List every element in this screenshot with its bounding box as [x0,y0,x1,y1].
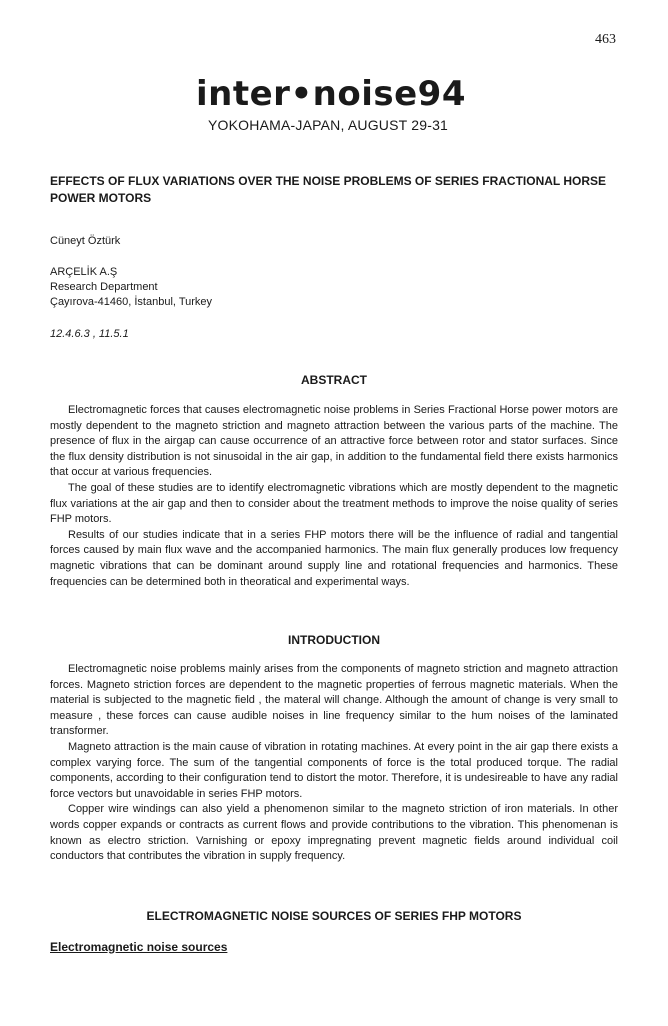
classification-codes: 12.4.6.3 , 11.5.1 [50,328,129,340]
paper-title: EFFECTS OF FLUX VARIATIONS OVER THE NOISE PROBLEMS OF SERIES FRACTIONAL HORSE POWER MOTORS [50,174,607,205]
author-name: Cüneyt Öztürk [50,235,121,247]
conference-subtitle: YOKOHAMA-JAPAN, AUGUST 29-31 [208,117,449,133]
abstract-paragraph: The goal of these studies are to identify electromagnetic vibrations which are mostly dependent to the magnetic flux variations at the air gap and then to consider about the treatment methods to improve the noise quality of series FHP motors. [50,481,618,526]
affiliation-address: Çayırova-41460, İstanbul, Turkey [50,296,213,308]
abstract-paragraph: Electromagnetic forces that causes electromagnetic noise problems in Series Fractional Horse power motors are mostly dependent to the magneto striction and magneto attraction between the various parts of the machine. The presence of flux in the airgap can cause occurrence of an attractive force between rotor and stator surfaces. Since the flux density distribution is not sinusoidal in the air gap, in addition to the fundamental field there exists harmonics that occur at various frequencies. [50,404,618,479]
affiliation [50,265,212,310]
subsection-heading: Electromagnetic noise sources [50,940,228,954]
conference-logo: inter•noise94 [196,74,466,114]
introduction-body [50,662,618,865]
page-number: 463 [595,32,616,47]
abstract-paragraph: Results of our studies indicate that in a series FHP motors there will be the influence of radial and tangential forces caused by main flux wave and the accompanied harmonics. The main flux generally produces low frequency magnetic vibrations that can be dominant around supply line and rotational frequencies and harmonics. These frequencies can be determined both in theoratical and experimental ways. [50,528,618,588]
introduction-paragraph: Electromagnetic noise problems mainly arises from the components of magneto striction and magneto attraction forces. Magneto striction forces are dependent to the magnetic properties of ferrous magnetic materials. When the material is subjected to the magnetic field , the materal will change. Although the amount of change is very small to measure , these forces can cause audible noises in line frequency similar to the hum noises of the laminated transformer. [50,663,618,738]
introduction-heading: INTRODUCTION [288,633,380,647]
affiliation-department: Research Department [50,281,158,293]
abstract-body [50,403,618,590]
section-heading: ELECTROMAGNETIC NOISE SOURCES OF SERIES FHP MOTORS [146,909,522,923]
introduction-paragraph: Magneto attraction is the main cause of vibration in rotating machines. At every point in the air gap there exists a complex varying force. The sum of the tangential components of force is the total produced torque. The radial components, according to their configuration tend to distort the motor. Therefore, it is undesireable to have any radial force vectors but unavoidable in series FHP motors. [50,740,618,800]
introduction-paragraph: Copper wire windings can also yield a phenomenon similar to the magneto striction of iron materials. In other words copper expands or contracts as current flows and provide contributions to the vibration. This phenomenan is known as electro striction. Varnishing or epoxy impregnating prevent magnetic fields around individual coil conductors that contributes the vibration in supply frequency. [50,803,618,863]
abstract-heading: ABSTRACT [301,373,367,387]
affiliation-company: ARÇELİK A.Ş [50,266,118,278]
